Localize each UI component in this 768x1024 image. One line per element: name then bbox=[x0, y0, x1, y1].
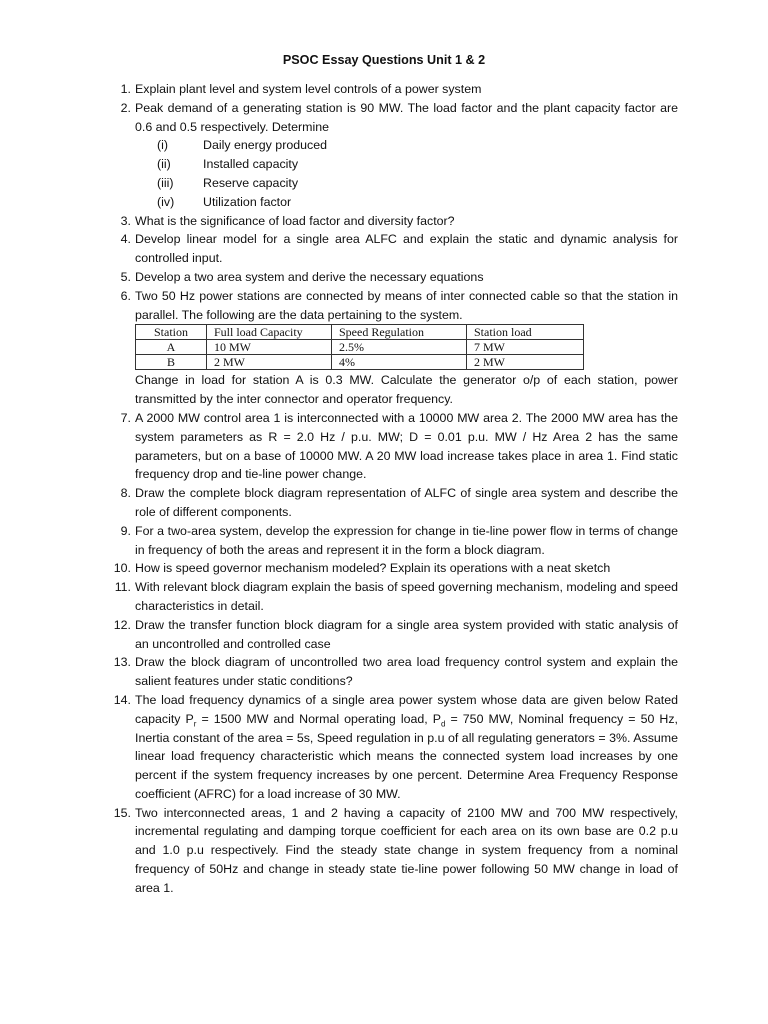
sub-question-number: (iv) bbox=[157, 194, 175, 209]
question-number: 10. bbox=[113, 561, 131, 576]
question-item bbox=[113, 691, 678, 804]
question-text: What is the significance of load factor and diversity factor? bbox=[135, 213, 455, 228]
question-number: 11. bbox=[114, 580, 131, 595]
question-number: 1. bbox=[120, 82, 131, 96]
question-text bbox=[135, 691, 678, 804]
question-number: 2. bbox=[120, 100, 131, 115]
question-text: How is speed governor mechanism modeled? Explain its operations with a neat sketch bbox=[135, 561, 611, 576]
table-cell: A bbox=[136, 340, 207, 355]
question-item bbox=[113, 653, 678, 691]
question-number: 7. bbox=[120, 410, 131, 425]
question-item bbox=[120, 212, 678, 231]
sub-question-text: Daily energy produced bbox=[203, 138, 327, 153]
question-list bbox=[113, 80, 678, 898]
question-number: 3. bbox=[120, 213, 131, 228]
sub-question-number: (i) bbox=[157, 138, 169, 153]
question-item bbox=[113, 804, 678, 898]
question-text: Explain plant level and system level controls of a power system bbox=[135, 82, 482, 96]
question-text: Peak demand of a generating station is 90 MW. The load factor and the plant capacity factor are 0.6 and 0.5 respectively. Determine bbox=[135, 100, 678, 134]
question-number: 15. bbox=[113, 805, 131, 820]
question-number: 12. bbox=[113, 617, 131, 632]
question-item bbox=[113, 616, 678, 654]
table-cell: 7 MW bbox=[467, 340, 584, 355]
question-number: 14. bbox=[113, 692, 131, 707]
question-text: Draw the complete block diagram representation of ALFC of single area system and describe the role of different components. bbox=[135, 486, 678, 519]
sub-question-text: Reserve capacity bbox=[203, 175, 299, 190]
station-data-table bbox=[135, 324, 584, 370]
question-text: Develop a two area system and derive the necessary equations bbox=[135, 269, 484, 284]
question-text: Two interconnected areas, 1 and 2 having a capacity of 2100 MW and 700 MW respectively, incremental regulating and damping torque coefficient for each area on its own base are 0.2 p.u and 1.0 p.u respectively. Find the steady state change in system frequency from a nominal frequency of 50Hz and change in steady state tie-line power following 50 MW change in load of area 1. bbox=[135, 805, 678, 895]
question-number: 6. bbox=[120, 288, 131, 303]
table-cell: 2 MW bbox=[207, 355, 332, 370]
question-item bbox=[120, 80, 678, 99]
subscript: d bbox=[441, 719, 446, 729]
question-number: 13. bbox=[113, 655, 131, 670]
question-number: 9. bbox=[120, 523, 131, 538]
sub-question-text: Utilization factor bbox=[203, 194, 292, 209]
sub-question-item bbox=[135, 174, 678, 193]
question-number: 4. bbox=[120, 232, 131, 247]
table-header-cell: Full load Capacity bbox=[207, 325, 332, 340]
sub-question-text: Installed capacity bbox=[203, 157, 299, 172]
subscript: r bbox=[193, 719, 197, 729]
table-cell: 2.5% bbox=[332, 340, 467, 355]
sub-question-item bbox=[135, 155, 678, 174]
question-number: 5. bbox=[120, 269, 131, 284]
question-item bbox=[120, 268, 678, 287]
sub-question-number: (ii) bbox=[157, 157, 171, 172]
table-cell: 10 MW bbox=[207, 340, 332, 355]
table-header-row bbox=[136, 325, 584, 340]
table-row bbox=[136, 340, 584, 355]
question-text-part: = 1500 MW and Normal operating load, P bbox=[196, 711, 442, 726]
table-row bbox=[136, 355, 584, 370]
question-followup-text: Change in load for station A is 0.3 MW. Calculate the generator o/p of each station, power transmitted by the inter connector and operator frequency. bbox=[135, 373, 678, 407]
sub-question-list bbox=[135, 136, 678, 211]
question-item bbox=[120, 522, 678, 560]
table-cell: 2 MW bbox=[467, 355, 584, 370]
question-item bbox=[120, 484, 678, 522]
table-header-cell: Station bbox=[136, 325, 207, 340]
table-header-cell: Station load bbox=[467, 325, 584, 340]
question-text: A 2000 MW control area 1 is interconnected with a 10000 MW area 2. The 2000 MW area has the system parameters as R = 2.0 Hz / p.u. MW; D = 0.01 p.u. MW / Hz Area 2 has the same parameters, but on a base of 10000 MW. A 20 MW load increase takes place in area 1. Find static frequency drop and tie-line power change. bbox=[135, 410, 678, 482]
question-item bbox=[120, 230, 678, 268]
question-text-part: = 750 MW, Nominal frequency = 50 Hz, Inertia constant of the area = 5s, Speed regulation in p.u of all regulating generators = 3%. Assume linear load frequency characteristic which means the connected system load increases by one percent if the system frequency increases by one percent. Determine Area Frequency Response coefficient (AFRC) for a load increase of 30 MW. bbox=[135, 711, 678, 801]
sub-question-item bbox=[135, 136, 678, 155]
question-item bbox=[120, 99, 678, 212]
question-text: Two 50 Hz power stations are connected by means of inter connected cable so that the station in parallel. The following are the data pertaining to the system. bbox=[135, 288, 678, 322]
table-cell: B bbox=[136, 355, 207, 370]
question-text: Draw the block diagram of uncontrolled two area load frequency control system and explain the salient features under static conditions? bbox=[135, 655, 678, 689]
question-item bbox=[114, 578, 678, 616]
question-number: 8. bbox=[120, 486, 131, 501]
question-text: With relevant block diagram explain the basis of speed governing mechanism, modeling and speed characteristics in detail. bbox=[135, 580, 678, 613]
page-title: PSOC Essay Questions Unit 1 & 2 bbox=[282, 53, 486, 67]
question-item bbox=[120, 287, 678, 409]
question-item bbox=[113, 559, 678, 578]
question-text: For a two-area system, develop the expression for change in tie-line power flow in terms of change in frequency of both the areas and represent it in the form a block diagram. bbox=[135, 523, 678, 557]
question-text: Develop linear model for a single area ALFC and explain the static and dynamic analysis for controlled input. bbox=[135, 232, 678, 266]
question-text: Draw the transfer function block diagram for a single area system provided with static analysis of an uncontrolled and controlled case bbox=[135, 617, 678, 651]
table-header-cell: Speed Regulation bbox=[332, 325, 467, 340]
sub-question-item bbox=[135, 193, 678, 212]
question-item bbox=[120, 409, 678, 484]
sub-question-number: (iii) bbox=[157, 175, 174, 190]
table-cell: 4% bbox=[332, 355, 467, 370]
question-text-part: The load frequency dynamics of a single area power system whose data are given below Rated capacity P bbox=[135, 692, 678, 726]
